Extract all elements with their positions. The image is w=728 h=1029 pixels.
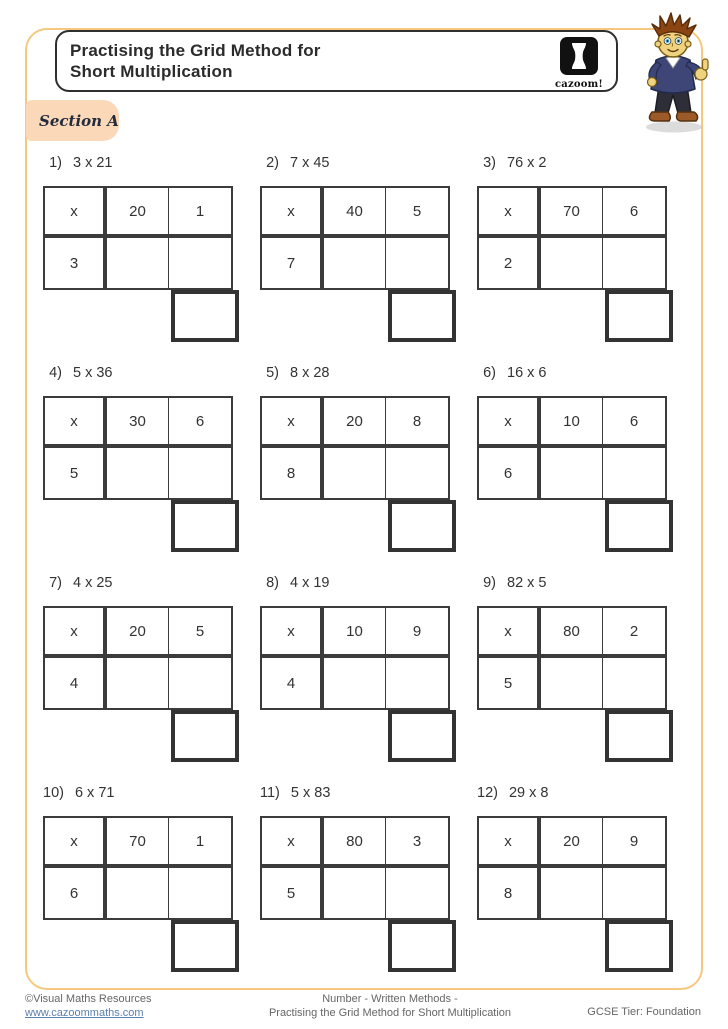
problem-number: 3) [483, 155, 496, 171]
problem-expression: 16 x 6 [507, 365, 547, 381]
multiplier-cell: 5 [479, 658, 541, 708]
ones-header-cell: 2 [603, 608, 665, 658]
problem-number: 4) [49, 365, 62, 381]
problems-grid [43, 155, 673, 995]
footer-topic-line2: Practising the Grid Method for Short Multiplication [268, 1007, 512, 1019]
grid-method-table [260, 606, 450, 710]
partial-product-cell-empty[interactable] [603, 868, 665, 918]
problem-expression: 29 x 8 [508, 785, 549, 801]
problem-expression: 4 x 25 [73, 575, 113, 591]
problem-block [43, 155, 239, 365]
problem-label [477, 155, 673, 173]
problem-label [43, 785, 239, 803]
multiply-sign-cell: x [262, 398, 324, 448]
multiplier-cell: 5 [45, 448, 107, 498]
partial-product-cell-empty[interactable] [107, 658, 169, 708]
grid-method-table [43, 606, 233, 710]
problem-block [260, 155, 456, 365]
partial-product-cell-empty[interactable] [324, 868, 386, 918]
ones-header-cell: 6 [603, 188, 665, 238]
partial-product-cell-empty[interactable] [541, 868, 603, 918]
partial-product-cell-empty[interactable] [541, 658, 603, 708]
partial-product-cell-empty[interactable] [107, 448, 169, 498]
multiplier-cell: 2 [479, 238, 541, 288]
partial-product-cell-empty[interactable] [169, 448, 231, 498]
problem-label [477, 575, 673, 593]
worksheet-header [55, 30, 618, 92]
multiplier-cell: 4 [45, 658, 107, 708]
cazoom-logo [555, 37, 603, 90]
multiply-sign-cell: x [479, 818, 541, 868]
tens-header-cell: 10 [541, 398, 603, 448]
tens-header-cell: 80 [541, 608, 603, 658]
answer-box[interactable] [605, 500, 673, 552]
multiply-sign-cell: x [45, 398, 107, 448]
cazoom-logo-text: cazoom! [555, 79, 603, 90]
section-a-tab [26, 100, 119, 141]
partial-product-cell-empty[interactable] [603, 238, 665, 288]
problem-expression: 5 x 36 [73, 365, 113, 381]
multiply-sign-cell: x [45, 188, 107, 238]
hourglass-icon [560, 62, 598, 79]
partial-product-cell-empty[interactable] [169, 238, 231, 288]
answer-box[interactable] [388, 500, 456, 552]
problem-expression: 82 x 5 [507, 575, 547, 591]
footer-topic [220, 992, 560, 1020]
problem-number: 8) [266, 575, 279, 591]
problem-number: 2) [266, 155, 279, 171]
grid-method-table [477, 816, 667, 920]
answer-box[interactable] [171, 920, 239, 972]
problem-expression: 76 x 2 [507, 155, 547, 171]
problem-label [477, 365, 673, 383]
grid-method-table [260, 816, 450, 920]
problem-block [43, 365, 239, 575]
answer-box[interactable] [388, 710, 456, 762]
multiply-sign-cell: x [479, 398, 541, 448]
ones-header-cell: 8 [386, 398, 448, 448]
problem-block [43, 575, 239, 785]
cazoommaths-link[interactable]: www.cazoommaths.com [25, 1007, 144, 1019]
ones-header-cell: 6 [603, 398, 665, 448]
ones-header-cell: 5 [169, 608, 231, 658]
answer-box[interactable] [605, 290, 673, 342]
multiplier-cell: 4 [262, 658, 324, 708]
partial-product-cell-empty[interactable] [107, 238, 169, 288]
footer-topic-line1: Number - Written Methods - [322, 993, 458, 1005]
problem-block [477, 155, 673, 365]
footer-attribution [25, 992, 152, 1020]
grid-method-table [477, 396, 667, 500]
multiplier-cell: 5 [262, 868, 324, 918]
ones-header-cell: 5 [386, 188, 448, 238]
multiply-sign-cell: x [262, 818, 324, 868]
ones-header-cell: 6 [169, 398, 231, 448]
problem-number: 9) [483, 575, 496, 591]
problem-label [260, 575, 456, 593]
answer-box[interactable] [605, 920, 673, 972]
multiplier-cell: 8 [479, 868, 541, 918]
partial-product-cell-empty[interactable] [107, 868, 169, 918]
problem-number: 1) [49, 155, 62, 171]
problem-number: 5) [266, 365, 279, 381]
problem-number: 10) [43, 785, 64, 801]
grid-method-table [43, 396, 233, 500]
problem-block [477, 575, 673, 785]
tens-header-cell: 40 [324, 188, 386, 238]
grid-method-table [260, 186, 450, 290]
ones-header-cell: 1 [169, 818, 231, 868]
problem-expression: 4 x 19 [290, 575, 330, 591]
multiplier-cell: 6 [479, 448, 541, 498]
grid-method-table [477, 186, 667, 290]
problem-block [260, 575, 456, 785]
multiply-sign-cell: x [479, 188, 541, 238]
student-character-illustration [626, 12, 718, 134]
partial-product-cell-empty[interactable] [324, 448, 386, 498]
answer-box[interactable] [388, 290, 456, 342]
tens-header-cell: 30 [107, 398, 169, 448]
tens-header-cell: 70 [541, 188, 603, 238]
problem-number: 12) [477, 785, 498, 801]
page-title [57, 40, 321, 82]
tens-header-cell: 20 [107, 608, 169, 658]
page-title-line2: Short Multiplication [70, 62, 233, 81]
multiply-sign-cell: x [45, 818, 107, 868]
tens-header-cell: 10 [324, 608, 386, 658]
partial-product-cell-empty[interactable] [541, 238, 603, 288]
problem-number: 11) [260, 785, 280, 801]
problem-block [477, 785, 673, 995]
problem-label [43, 575, 239, 593]
tens-header-cell: 70 [107, 818, 169, 868]
answer-box[interactable] [171, 500, 239, 552]
problem-number: 6) [483, 365, 496, 381]
multiplier-cell: 3 [45, 238, 107, 288]
ones-header-cell: 1 [169, 188, 231, 238]
problem-block [260, 365, 456, 575]
partial-product-cell-empty[interactable] [386, 868, 448, 918]
page-footer [25, 992, 703, 1026]
section-label: Section A [39, 111, 119, 130]
problem-block [260, 785, 456, 995]
multiply-sign-cell: x [479, 608, 541, 658]
answer-box[interactable] [605, 710, 673, 762]
partial-product-cell-empty[interactable] [603, 658, 665, 708]
page-title-line1: Practising the Grid Method for [70, 41, 321, 60]
answer-box[interactable] [171, 290, 239, 342]
problem-expression: 3 x 21 [73, 155, 113, 171]
multiplier-cell: 6 [45, 868, 107, 918]
partial-product-cell-empty[interactable] [324, 238, 386, 288]
grid-method-table [43, 186, 233, 290]
multiply-sign-cell: x [262, 188, 324, 238]
problem-label [260, 365, 456, 383]
multiplier-cell: 7 [262, 238, 324, 288]
problem-label [477, 785, 673, 803]
problem-number: 7) [49, 575, 62, 591]
answer-box[interactable] [388, 920, 456, 972]
grid-method-table [43, 816, 233, 920]
problem-label [260, 155, 456, 173]
partial-product-cell-empty[interactable] [603, 448, 665, 498]
multiplier-cell: 8 [262, 448, 324, 498]
grid-method-table [260, 396, 450, 500]
ones-header-cell: 3 [386, 818, 448, 868]
answer-box[interactable] [171, 710, 239, 762]
partial-product-cell-empty[interactable] [324, 658, 386, 708]
problem-expression: 5 x 83 [290, 785, 331, 801]
problem-expression: 8 x 28 [290, 365, 330, 381]
problem-expression: 7 x 45 [290, 155, 330, 171]
footer-tier: GCSE Tier: Foundation [587, 1006, 701, 1018]
partial-product-cell-empty[interactable] [386, 658, 448, 708]
problem-expression: 6 x 71 [74, 785, 115, 801]
tens-header-cell: 20 [324, 398, 386, 448]
multiply-sign-cell: x [45, 608, 107, 658]
partial-product-cell-empty[interactable] [386, 448, 448, 498]
problem-label [43, 365, 239, 383]
ones-header-cell: 9 [386, 608, 448, 658]
multiply-sign-cell: x [262, 608, 324, 658]
tens-header-cell: 20 [541, 818, 603, 868]
ones-header-cell: 9 [603, 818, 665, 868]
problem-label [260, 785, 456, 803]
partial-product-cell-empty[interactable] [169, 658, 231, 708]
tens-header-cell: 20 [107, 188, 169, 238]
problem-block [43, 785, 239, 995]
partial-product-cell-empty[interactable] [386, 238, 448, 288]
problem-block [477, 365, 673, 575]
partial-product-cell-empty[interactable] [169, 868, 231, 918]
copyright-text: ©Visual Maths Resources [25, 993, 152, 1005]
partial-product-cell-empty[interactable] [541, 448, 603, 498]
grid-method-table [477, 606, 667, 710]
problem-label [43, 155, 239, 173]
tens-header-cell: 80 [324, 818, 386, 868]
